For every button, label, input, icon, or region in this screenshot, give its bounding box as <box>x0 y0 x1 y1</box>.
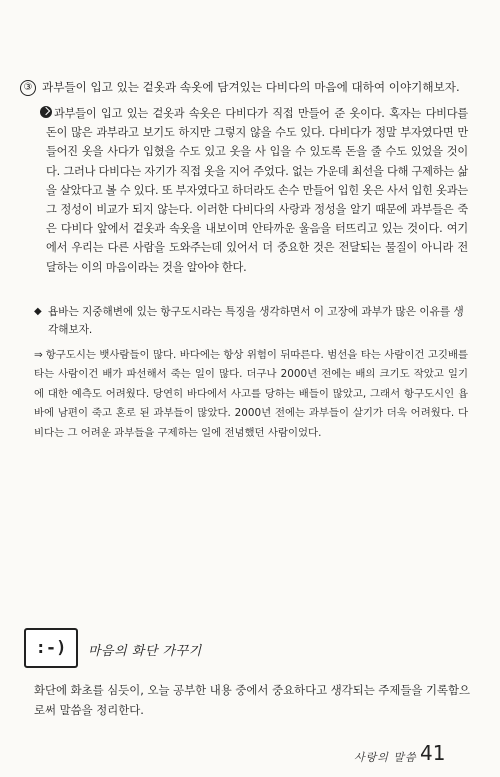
answer-block <box>46 104 468 277</box>
hint-answer <box>34 346 468 443</box>
bonus-question-text: 욥바는 지중해변에 있는 항구도시라는 특징을 생각하면서 이 고장에 과부가 많은 이유를 생각해보자. <box>48 306 464 336</box>
bonus-question <box>34 303 468 339</box>
footer-book-title: 사랑의 말씀 <box>354 751 417 764</box>
answer-text: 과부들이 입고 있는 겉옷과 속옷은 다비다가 직접 만들어 준 옷이다. 혹자는 다비다를 돈이 많은 과부라고 보기도 하지만 그렇지 않을 수도 있다. 다비다가 정말 부자였다면 만들어진 옷을 사다가 입혔을 수도 있고 옷을 사 입을 수 있도록 돈을 줄 수도 있었을 것이다. 그러나 다비다는 자기가 직접 옷을 지어 주었다. 없는 가운데 최선을 다해 구제하는 삶을 살았다고 볼 수 있다. 또 부자였다고 하더라도 손수 만들어 입힌 옷은 사서 입힌 옷과는 그 정성이 비교가 되지 않는다. 이러한 다비다의 사랑과 정성을 알기 때문에 과부들은 죽은 다비다 앞에서 겉옷과 속옷을 내보이며 안타까운 울음을 터뜨리고 있는 것이다. 여기에서 우리는 다른 사람을 도와주는데 있어서 더 중요한 것은 전달되는 물질이 아니라 전달하는 이의 마음이라는 것을 알아야 한다. <box>46 107 468 274</box>
hint-text: 항구도시는 뱃사람들이 많다. 바다에는 항상 위험이 뒤따른다. 범선을 타는 사람이건 고깃배를 타는 사람이건 배가 파선해서 죽는 일이 많다. 더구나 2000년 전에는 배의 크기도 작았고 일기에 대한 예측도 어려웠다. 당연히 바다에서 사고를 당하는 배들이 많았고, 그래서 항구도시인 욥바에 남편이 죽고 혼로 된 과부들이 많았다. 2000년 전에는 과부들이 살기가 더욱 어려웠다. 다비다는 그 어려운 과부들을 구제하는 일에 전념했던 사람이었다. <box>34 349 468 439</box>
question-number: ③ <box>20 80 36 96</box>
page-number: 41 <box>420 741 446 765</box>
section-text: 화단에 화초를 심듯이, 오늘 공부한 내용 중에서 중요하다고 생각되는 주제들을 기록함으로써 말씀을 정리한다. <box>34 683 470 717</box>
smiley-icon: :-) <box>35 638 67 658</box>
arrow-icon: ⇒ <box>34 349 43 361</box>
section-title: 마음의 화단 가꾸기 <box>88 644 202 659</box>
answer-check-icon <box>40 106 52 118</box>
diamond-bullet-icon: ◆ <box>34 306 42 317</box>
question-text: 과부들이 입고 있는 겉옷과 속옷에 담겨있는 다비다의 마음에 대하여 이야기해보자. <box>42 80 460 94</box>
emoticon-badge <box>24 628 78 668</box>
question-3 <box>20 79 480 96</box>
